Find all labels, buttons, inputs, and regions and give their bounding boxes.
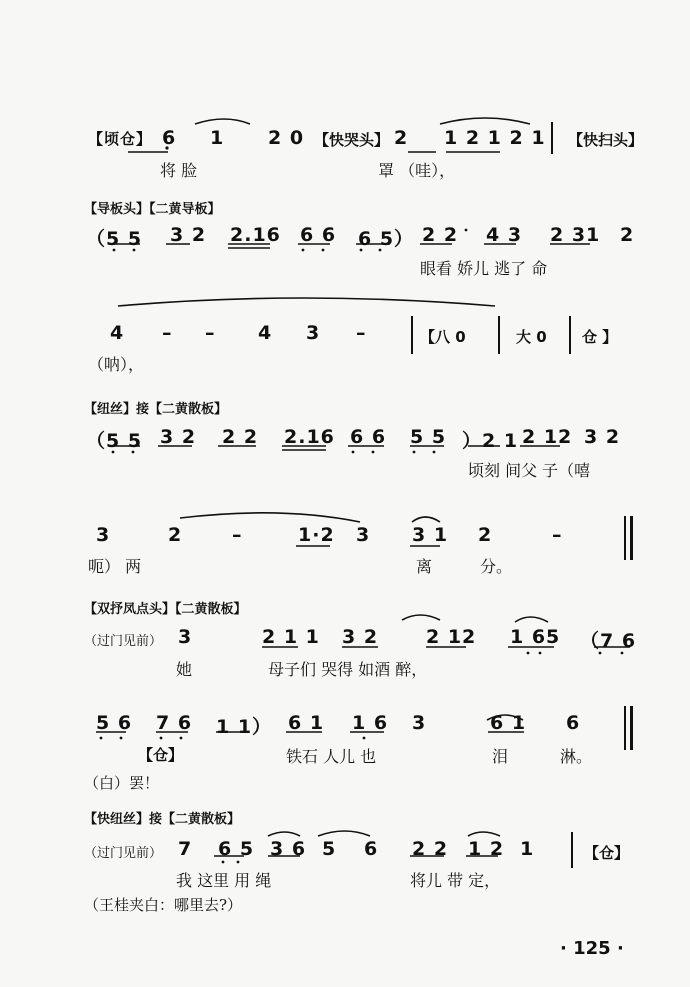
bar-line <box>569 316 571 354</box>
bar-line <box>551 122 553 154</box>
lyric-line: 将儿 带 定， <box>410 871 501 890</box>
note: – <box>232 524 243 546</box>
note: 4 3 <box>486 224 523 246</box>
note: （5 5 <box>86 228 143 250</box>
section-heading: 【导板头】【二黄导板】 <box>84 202 221 217</box>
note: 5 5 <box>410 426 447 448</box>
note: 3 <box>306 322 321 344</box>
note: – <box>552 524 563 546</box>
lyric-line: 母子们 哭得 如酒 醉， <box>268 660 428 679</box>
lyric-line: 罩 （哇）， <box>378 161 456 180</box>
percussion-cue: 【八 0 <box>420 328 466 346</box>
end-bar-line <box>624 706 626 750</box>
note: 1 2 1 2 1 <box>444 127 546 149</box>
lyric-line: 淋。 <box>560 747 593 766</box>
note: 1·2 <box>298 524 335 546</box>
note: 6 1 <box>288 712 325 734</box>
note: 6 <box>364 838 379 860</box>
note: 6 6 <box>300 224 337 246</box>
note: 1 <box>210 127 225 149</box>
note: 4 <box>258 322 273 344</box>
note: 1 <box>520 838 535 860</box>
note: 3 2 <box>160 426 197 448</box>
lyric-line: 离 <box>416 557 433 576</box>
note: 7 <box>178 838 193 860</box>
lyric-line: 泪 <box>492 747 509 766</box>
percussion-cue: 【快扫头】 <box>568 131 644 149</box>
note: 2 12 <box>426 626 477 648</box>
note: （5 5 <box>86 430 143 452</box>
note: 3 <box>178 626 193 648</box>
lyric-line: 顷刻 间父 子（嘻 <box>468 461 591 480</box>
note: 2 2 <box>222 426 259 448</box>
note: 2 2 <box>422 224 459 246</box>
lyric-line: 眼看 娇儿 逃了 命 <box>420 259 548 278</box>
spoken-line: （王桂夹白：哪里去?） <box>84 896 243 914</box>
percussion-cue: 【快哭头】 <box>314 131 390 149</box>
percussion-cue: 【顷仓】 <box>88 130 153 148</box>
percussion-cue: 大 0 <box>516 328 547 346</box>
note: 3 <box>96 524 111 546</box>
percussion-cue: 【仓】 <box>584 844 630 862</box>
lyric-line: 我 这里 用 绳 <box>176 871 272 890</box>
bar-line <box>411 316 413 354</box>
end-bar-line <box>630 706 633 750</box>
note: 6 6 <box>350 426 387 448</box>
page-number: · 125 · <box>560 938 624 959</box>
end-bar-line <box>630 516 633 560</box>
note: 1 65 <box>510 626 561 648</box>
lyric-line: （呐）， <box>88 355 145 374</box>
lyric-line: 铁石 人儿 也 <box>286 747 377 766</box>
percussion-cue: 【仓】 <box>138 746 184 764</box>
note: – <box>356 322 367 344</box>
note: 3 2 <box>342 626 379 648</box>
note: 6 <box>566 712 581 734</box>
lyric-line: 她 <box>176 660 193 679</box>
percussion-cue: 仓 】 <box>582 328 618 346</box>
interlude-note: （过门见前） <box>84 634 163 649</box>
spoken-line: （白）罢！ <box>84 774 160 792</box>
note: 6 1 <box>490 712 527 734</box>
note: – <box>205 322 216 344</box>
note: 2.16 <box>284 426 335 448</box>
note: 2 1 1 <box>262 626 320 648</box>
note: 2 31 <box>550 224 601 246</box>
note: 2 <box>478 524 493 546</box>
note: 2 12 <box>522 426 573 448</box>
note: 3 <box>412 712 427 734</box>
note: 2 0 <box>268 127 305 149</box>
note: 3 2 <box>170 224 207 246</box>
note: 2 <box>394 127 409 149</box>
note: 1 2 <box>468 838 505 860</box>
note: （7 6 <box>580 630 637 652</box>
note: ）2 1 <box>462 430 519 452</box>
section-heading: 【快纽丝】接【二黄散板】 <box>84 812 241 827</box>
note: 6 <box>162 127 177 149</box>
note: 3 1 <box>412 524 449 546</box>
bar-line <box>498 316 500 354</box>
note: 3 2 <box>584 426 621 448</box>
note: 3 6 <box>270 838 307 860</box>
lyric-line: 将 脸 <box>160 161 198 180</box>
note: – <box>162 322 173 344</box>
lyric-line: 呃） 两 <box>88 557 142 576</box>
note: 5 <box>322 838 337 860</box>
note: 2 2 <box>412 838 449 860</box>
note: 6 5 <box>218 838 255 860</box>
bar-line <box>571 832 573 868</box>
note: 1 6 <box>352 712 389 734</box>
note: 6 5） <box>358 228 415 250</box>
note: 5 6 <box>96 712 133 734</box>
note: 2 <box>620 224 635 246</box>
note: 1 1） <box>216 716 273 738</box>
note: 2.16 <box>230 224 281 246</box>
lyric-line: 分。 <box>480 557 513 576</box>
end-bar-line <box>624 516 626 560</box>
section-heading: 【纽丝】接【二黄散板】 <box>84 402 228 417</box>
note: 2 <box>168 524 183 546</box>
note: 7 6 <box>156 712 193 734</box>
interlude-note: （过门见前） <box>84 846 163 861</box>
note: 3 <box>356 524 371 546</box>
section-heading: 【双抒凤点头】【二黄散板】 <box>84 602 247 617</box>
note: 4 <box>110 322 125 344</box>
